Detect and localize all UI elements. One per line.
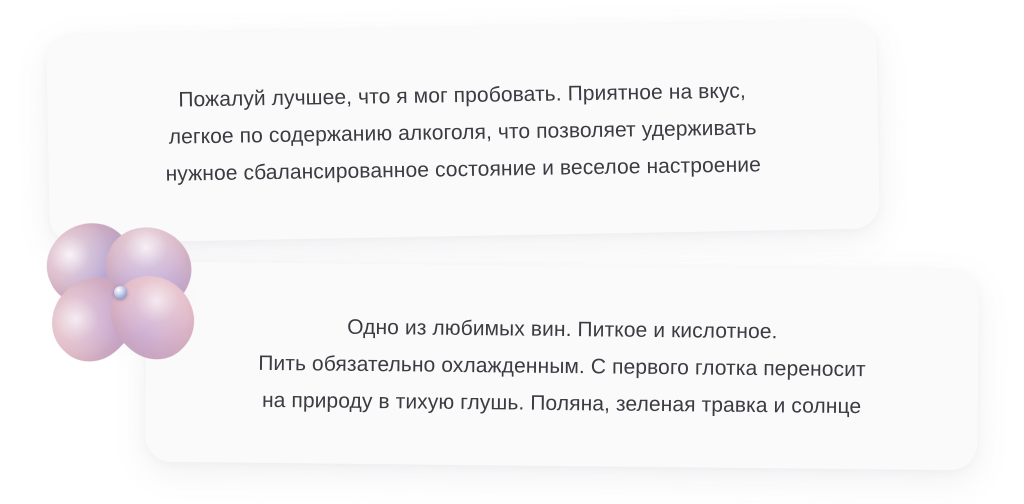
review-text-2: Одно из любимых вин. Питкое и кислотное. Пить обязательно охлажденным. С первого глотка переносит на природу в тихую глушь. Поляна, зеленая травка и солнце xyxy=(258,315,866,418)
clover-center-bead xyxy=(114,286,127,299)
clover-petal-bottom-left xyxy=(35,261,151,377)
review-card-1 xyxy=(46,20,880,243)
review-card-2 xyxy=(145,262,979,471)
review-text-1: Пожалуй лучшее, что я мог пробовать. Приятное на вкус, легкое по содержанию алкоголя, что позволяет удерживать нужное сбалансированное состояние и веселое настроение xyxy=(165,79,762,186)
